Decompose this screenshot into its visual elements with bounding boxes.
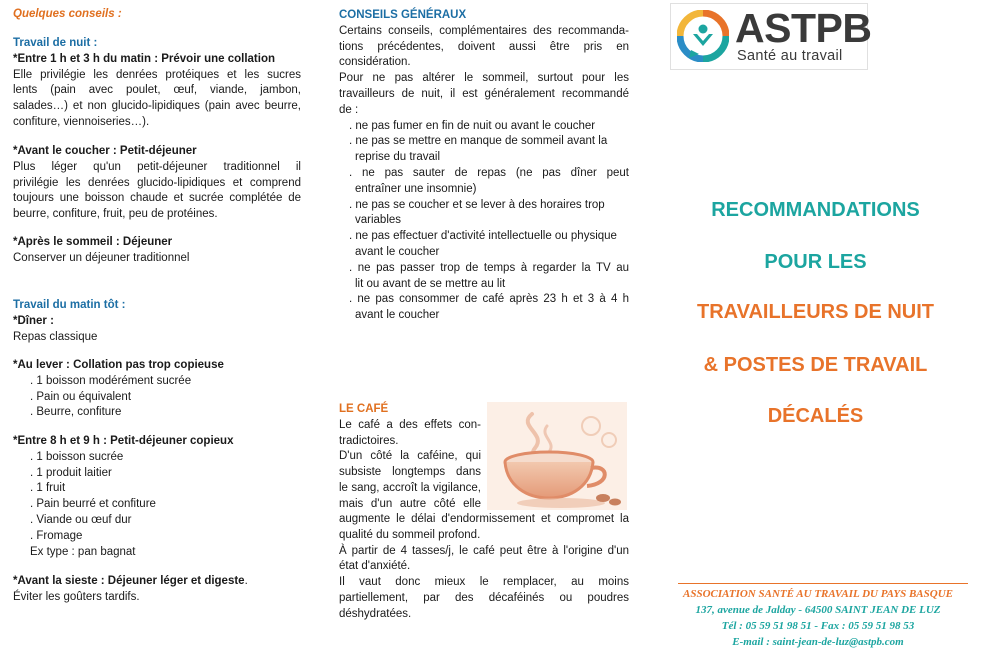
list-item: . 1 boisson modérément sucrée [30,374,192,387]
night-work-section [13,36,301,131]
title-line-3: TRAVAILLEURS DE NUIT [696,301,935,323]
wakeup-section [13,358,301,421]
list-item: . ne pas sauter de repas (ne pas dîner peut [349,166,629,179]
association-address: 137, avenue de Jalday - 64500 SAINT JEAN DE LUZ [695,604,941,616]
association-email: E-mail : saint-jean-de-luz@astpb.com [732,636,904,648]
after-sleep-section [13,235,301,267]
after-sleep-text: Conserver un déjeuner traditionnel [13,251,190,264]
sleep-tips-list [339,119,629,324]
logo-tagline: Santé au travail [737,48,843,64]
list-item: . ne pas passer trop de temps à regarder la TV au [349,261,629,274]
list-item: . ne pas fumer en fin de nuit ou avant le coucher [349,119,596,132]
coffee-cup-image [487,402,627,510]
night-snack-title: *Entre 1 h et 3 h du matin : Prévoir une collation [13,52,275,65]
night-snack-text: Elle privilégie les denrées protéiques et les sucres lents (pain avec poulet, œuf, viande, jambon, salades…) et non glucido-lipidiques (pain avec beurre, confiture, viennoiseries…). [13,68,301,128]
early-work-section [13,298,301,345]
column-middle [339,0,629,652]
general-advice-section [339,8,629,324]
breakfast-section [13,434,301,560]
coffee-text-wide: augmente le délai d'endormissement et compromet la qualité du sommeil profond. À partir de 4 tasses/j, le café peut être à l'origine d'un état d'anxiété. Il vaut donc mieux le remplacer, au moins partiellement, par des décaféinés ou poudres déshydratées. [339,513,629,620]
list-item: . Pain ou équivalent [30,390,132,403]
list-item-continued: variables [355,214,402,227]
association-name: ASSOCIATION SANTÉ AU TRAVAIL DU PAYS BASQUE [683,588,953,600]
coffee-heading: LE CAFÉ [339,403,389,415]
list-item: . Viande ou œuf dur [30,513,132,526]
nap-section [13,574,301,606]
diner-title: *Dîner : [13,314,54,327]
before-sleep-section [13,144,301,223]
before-sleep-text: Plus léger qu'un petit-déjeuner traditionnel il privilégie les denrées glucido-lipidiques et comprend toujours une boisson chaude et sucrée complétée de beurre, confiture, fruit, peu de protéines. [13,160,301,221]
diner-text: Repas classique [13,330,98,343]
list-item-continued: avant le coucher [355,245,440,258]
list-item: Ex type : pan bagnat [30,545,136,558]
title-line-5: DÉCALÉS [767,405,864,427]
list-item: . Pain beurré et confiture [30,498,156,511]
title-line-4: & POSTES DE TRAVAIL [703,354,928,376]
title-line-2: POUR LES [764,251,867,273]
title-line-1: RECOMMANDATIONS [711,199,920,221]
list-item: . Fromage [30,529,83,542]
list-item: . 1 boisson sucrée [30,450,124,463]
coffee-text-narrow: Le café a des effets con- tradictoires. D'un côté la caféine, qui subsiste longtemps dans le sang, accroît la vigilance, mais d'un autre côté elle [339,418,481,510]
list-item: . ne pas se mettre en manque de sommeil avant la [349,135,608,148]
list-item-continued: entraîner une insomnie) [355,182,477,195]
sleep-advice-text: Pour ne pas altérer le sommeil, surtout pour les travailleurs de nuit, il est généralement recommandé de : [339,72,629,116]
wakeup-title: *Au lever : Collation pas trop copieuse [13,359,224,371]
early-work-heading: Travail du matin tôt : [13,299,126,311]
coffee-section-bottom [339,512,629,623]
association-phone: Tél : 05 59 51 98 51 - Fax : 05 59 51 98 53 [721,620,915,632]
general-advice-heading: CONSEILS GÉNÉRAUX [339,9,467,21]
nap-title: *Avant la sieste : Déjeuner léger et digeste. [13,575,248,587]
list-item: . ne pas consommer de café après 23 h et 3 à 4 h [349,293,629,306]
list-item: . 1 produit laitier [30,466,112,479]
after-sleep-title: *Après le sommeil : Déjeuner [13,236,173,248]
column-right [668,0,968,652]
logo-name: ASTPB [735,5,872,51]
astpb-logo [670,3,872,70]
intro-heading: Quelques conseils : [13,8,122,20]
list-item: . Beurre, confiture [30,406,122,419]
night-work-heading: Travail de nuit : [13,37,98,49]
list-item: . 1 fruit [30,482,66,495]
list-item: . ne pas effectuer d'activité intellectuelle ou physique [349,230,617,243]
general-advice-text: Certains conseils, complémentaires des recommanda- tions précédentes, doivent aussi être pris en considération. [339,24,629,69]
coffee-section-top [339,402,481,513]
list-item-continued: avant le coucher [355,309,440,322]
breakfast-title: *Entre 8 h et 9 h : Petit-déjeuner copieux [13,435,234,447]
column-left [13,0,301,652]
list-item-continued: lit ou avant de se mettre au lit [355,277,506,290]
footer-divider [678,583,968,584]
logo-mark-icon [677,10,729,62]
list-item: . ne pas se coucher et se lever à des horaires trop [349,198,605,211]
list-item-continued: reprise du travail [355,151,441,164]
nap-text: Éviter les goûters tardifs. [13,590,140,603]
before-sleep-title: *Avant le coucher : Petit-déjeuner [13,145,197,157]
